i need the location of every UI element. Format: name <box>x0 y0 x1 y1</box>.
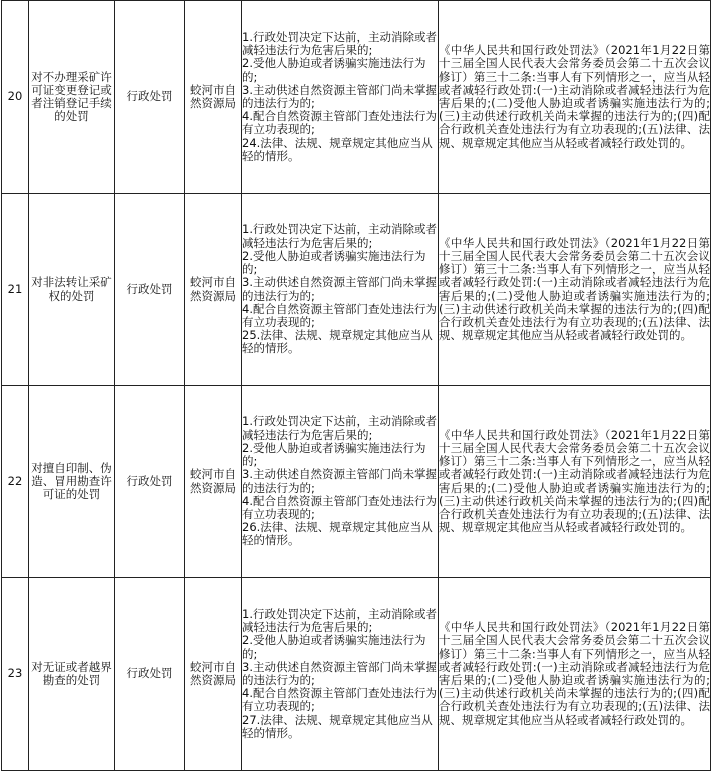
condition-item: 2.受他人胁迫或者诱骗实施违法行为的; <box>242 633 426 661</box>
condition-item: 2.受他人胁迫或者诱骗实施违法行为的; <box>242 248 426 277</box>
condition-item: 4.配合自然资源主管部门查处违法行为有立功表现的; <box>242 301 437 329</box>
condition-item: 1.行政处罚决定下达前，主动消除或者减轻违法行为危害后果的; <box>242 222 437 250</box>
condition-item: 4.配合自然资源主管部门查处违法行为有立功表现的; <box>242 109 437 137</box>
item-name: 对无证或者越界勘查的处罚 <box>29 578 115 771</box>
condition-item: 24.法律、法规、规章规定其他应当从轻的情形。 <box>242 135 433 163</box>
condition-item: 4.配合自然资源主管部门查处违法行为有立功表现的; <box>242 686 437 714</box>
condition-item: 2.受他人胁迫或者诱骗实施违法行为的; <box>242 56 426 84</box>
item-name: 对擅自印制、伪造、冒用勘查许可证的处罚 <box>29 386 115 578</box>
mitigating-conditions <box>242 1 439 194</box>
department: 蛟河市自然资源局 <box>185 386 242 578</box>
condition-item: 26.法律、法规、规章规定其他应当从轻的情形。 <box>242 520 433 548</box>
table-row <box>2 386 711 578</box>
table-row <box>2 1 711 194</box>
legal-basis: 《中华人民共和国行政处罚法》（2021年1月22日第十三届全国人民代表大会常务委员会第二十五次会议修订）第三十二条:当事人有下列情形之一，应当从轻或者减轻行政处罚:(一)主动消除或者减轻违法行为危害后果的;(二)受他人胁迫或者诱骗实施违法行为的;(三)主动供述行政机关尚未掌握的违法行为的;(四)配合行政机关查处违法行为有立功表现的;(五)法律、法规、规章规定其他应当从轻或者减轻行政处罚的。 <box>439 1 711 194</box>
condition-item: 3.主动供述自然资源主管部门尚未掌握的违法行为的; <box>242 82 437 110</box>
item-type: 行政处罚 <box>115 1 185 194</box>
item-type: 行政处罚 <box>115 386 185 578</box>
item-name: 对非法转让采矿权的处罚 <box>29 194 115 386</box>
condition-item: 2.受他人胁迫或者诱骗实施违法行为的; <box>242 440 426 469</box>
condition-item: 3.主动供述自然资源主管部门尚未掌握的违法行为的; <box>242 275 437 303</box>
condition-item: 1.行政处罚决定下达前，主动消除或者减轻违法行为危害后果的; <box>242 414 437 442</box>
item-name: 对不办理采矿许可证变更登记或者注销登记手续的处罚 <box>29 1 115 194</box>
department: 蛟河市自然资源局 <box>185 578 242 771</box>
department: 蛟河市自然资源局 <box>185 1 242 194</box>
legal-basis: 《中华人民共和国行政处罚法》（2021年1月22日第十三届全国人民代表大会常务委员会第二十五次会议修订）第三十二条:当事人有下列情形之一，应当从轻或者减轻行政处罚:(一)主动消除或者减轻违法行为危害后果的;(二)受他人胁迫或者诱骗实施违法行为的;(三)主动供述行政机关尚未掌握的违法行为的;(四)配合行政机关查处违法行为有立功表现的;(五)法律、法规、规章规定其他应当从轻或者减轻行政处罚的。 <box>439 578 711 771</box>
table-row <box>2 194 711 386</box>
condition-item: 25.法律、法规、规章规定其他应当从轻的情形。 <box>242 328 433 356</box>
condition-item: 4.配合自然资源主管部门查处违法行为有立功表现的; <box>242 493 437 521</box>
mitigating-conditions <box>242 386 439 578</box>
item-type: 行政处罚 <box>115 194 185 386</box>
mitigating-conditions <box>242 578 439 771</box>
condition-item: 1.行政处罚决定下达前，主动消除或者减轻违法行为危害后果的; <box>242 29 437 58</box>
row-number: 21 <box>2 194 29 386</box>
legal-basis: 《中华人民共和国行政处罚法》（2021年1月22日第十三届全国人民代表大会常务委员会第二十五次会议修订）第三十二条:当事人有下列情形之一，应当从轻或者减轻行政处罚:(一)主动消除或者减轻违法行为危害后果的;(二)受他人胁迫或者诱骗实施违法行为的;(三)主动供述行政机关尚未掌握的违法行为的;(四)配合行政机关查处违法行为有立功表现的;(五)法律、法规、规章规定其他应当从轻或者减轻行政处罚的。 <box>439 386 711 578</box>
department: 蛟河市自然资源局 <box>185 194 242 386</box>
row-number: 22 <box>2 386 29 578</box>
condition-item: 27.法律、法规、规章规定其他应当从轻的情形。 <box>242 712 433 740</box>
mitigating-conditions <box>242 194 439 386</box>
penalty-table <box>1 0 711 771</box>
condition-item: 3.主动供述自然资源主管部门尚未掌握的违法行为的; <box>242 467 437 495</box>
table-row <box>2 578 711 771</box>
condition-item: 1.行政处罚决定下达前，主动消除或者减轻违法行为危害后果的; <box>242 606 437 635</box>
row-number: 23 <box>2 578 29 771</box>
row-number: 20 <box>2 1 29 194</box>
item-type: 行政处罚 <box>115 578 185 771</box>
condition-item: 3.主动供述自然资源主管部门尚未掌握的违法行为的; <box>242 659 437 687</box>
legal-basis: 《中华人民共和国行政处罚法》（2021年1月22日第十三届全国人民代表大会常务委员会第二十五次会议修订）第三十二条:当事人有下列情形之一，应当从轻或者减轻行政处罚:(一)主动消除或者减轻违法行为危害后果的;(二)受他人胁迫或者诱骗实施违法行为的;(三)主动供述行政机关尚未掌握的违法行为的;(四)配合行政机关查处违法行为有立功表现的;(五)法律、法规、规章规定其他应当从轻或者减轻行政处罚的。 <box>439 194 711 386</box>
